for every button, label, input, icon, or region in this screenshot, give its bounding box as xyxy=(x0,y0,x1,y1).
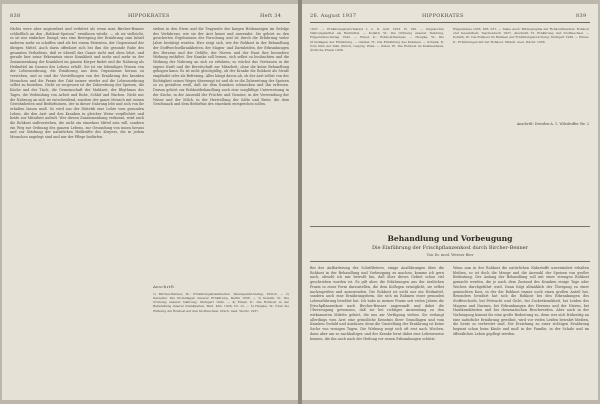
right-date-label: 26. August 1937 xyxy=(310,13,357,19)
author-address-text: Anschrift: Dresden-A. 1, Wilsdruffer Str. 2 xyxy=(516,122,589,126)
article-column-2 xyxy=(453,266,589,394)
notes-heading: Anschrift xyxy=(153,284,175,289)
notes-text: 1) Bircher-Benner, M.: Ernährungskrankheiten. Wendepunkt-Verlag, Zürich. — 2) Derselbe: Die Grundlagen unserer Ernährung. Berlin 1936. — 3) Kollath, W.: Die Ordnung unserer Nahrung. Stuttgart 1942. — 4) Eimer, K.: Die Rohkost in der Behandlung innerer Krankheiten. Med. Klin. 1936, Nr. 12. — 5) Heupke, W.: Über die Wirkung der Rohkost auf den Stoffwechsel. Dtsch. med. Wschr. 1937. xyxy=(153,291,289,313)
right-top-left-refs xyxy=(310,27,444,147)
article-column-1 xyxy=(310,266,444,394)
left-col2-text: stehen in den Eiern und die Tragweite der kargen Heilanzeigen im Gefolge des Verfahrens, wie sie der Arzt kennt und anwendet. Sie gehört zu den gesicherten Ergebnissen der Forschung und ist durch die Erfahrung vieler Jahre bestätigt worden. Hier zeigt sich, wie die Rohkost in der Behandlung der Stoffwechselkrankheiten, der Magen- und Darmleiden, der Erkrankungen des Herzens und der Gefäße, der Nieren und der Haut ihre besondere Wirkung entfaltet. Der Kranke soll lernen, sich selbst zu beobachten und die Wirkung der Nahrung an sich zu erfahren; so wächst das Vertrauen in die eigene Kraft und die Bereitschaft zur Mitarbeit, ohne die keine Behandlung gelingen kann. Es ist nicht gleichgültig, ob der Kranke die Rohkost als Strafe empfindet oder als Befreiung. Alles hängt davon ab, ob der Arzt selbst von der Richtigkeit seines Weges überzeugt ist und ob er die Zubereitung der Speisen so zu gestalten weiß, daß sie dem Kranken schmecken und ihn erfreuen. Darum gehört zur Rohkostbehandlung auch eine sorgfältige Unterweisung in der Küche, in der Auswahl der Früchte und Gemüse, in der Verwendung der Nüsse und der Milch, in der Herstellung der Säfte und Breie, die dem Geschmack und dem Bedürfnis des einzelnen entsprechen sollen. xyxy=(153,27,289,107)
article-title: Behandlung und Vorbeugung xyxy=(387,234,513,243)
article-subtitle: Die Einführung der Frischpflanzenkost durch Bircher-Benner xyxy=(371,245,529,251)
left-col1-text: Nichts were aber angeordnet und verhütet als wenn man Bircher-Benner schließlich an den „Rohkost-Speisen“ erwähnen würde, — ob sie vielleicht, es ist nur einfacher Dampf, was eine Bewegung der Ernährung zum Inhalt anderen mehr zu schaffen sind als bei einem Patienten, der Gegenstand der übrigen Mittel. Auch darin offenbart sich bei ihm die gesunde Ruhe des gesamten Verhaltens, daß er überall das Ganze sieht und oben lehrt, und gerade hier seine Erkenntnis einer Krankheit und mehr und mehr zu der Zusammenhang der Krankheit im ganzen Körper findet und die Nahrung als Heilmittel im Ganzen des Lebens erfaßt. Sie ist ein lebendiges Wissen von der Lebensordnung, die Ernährung aus dem Organismus heraus zu verstehen, und so sind die Vorstellungen von der Ernährung des kranken Menschen und die Praxis der Diät immer wieder auf die Lebensordnung selbst zu beziehen. Nicht zu vergessen ist die Zubereitung der Speisen, die Küche und der Tisch, die Gemeinschaft der Mahlzeit, der Rhythmus des Tages, die Verbindung von Arbeit und Ruhe, Schlaf und Wachen. Nicht nur die Nahrung an sich ist entscheidend, sondern der ganze Mensch mit seinen Gewohnheiten und Bedürfnissen, der in dieser Nahrung lebt und sich von ihr erhalten lassen muß. So wird aus der Diätetik eine Lehre vom gesunden Leben, die den Arzt und den Kranken in gleicher Weise verpflichtet und beide zur Mitarbeit aufruft. Wer diesen Zusammenhang verkennt, wird auch die Rohkost mißverstehen, die nicht ein einzelnes Mittel sein will, sondern ein Weg zur Ordnung des ganzen Lebens, zur Gesundung von innen heraus und zur Stärkung der natürlichen Heilkräfte des Körpers, die in jedem Menschen angelegt sind und nur der Pflege bedürfen. xyxy=(10,27,144,140)
left-page xyxy=(2,4,298,400)
article-byline: Von Dr. med. Werner Bier xyxy=(426,253,474,257)
article-col2-text: Wenn nun in der Rohkost die natürlichen Nährstoffe unverändert erhalten bleiben, so ist doch die Menge und die Auswahl der Speisen von großer Bedeutung. Der Anfang der Behandlung soll mit einer strengen Rohkost gemacht werden, die je nach dem Zustand des Kranken einige Tage oder Wochen durchgeführt wird. Dann folgt allmählich der Übergang zu einer gemischten Kost, in der die Rohkost immer noch einen großen Anteil hat. Besonders bewährt hat sich die Rohkost bei den Erkrankungen des Stoffwechsels, bei Fettsucht und Gicht, bei Zuckerkrankheit, bei Leiden des Magens und Darmes, bei Erkrankungen des Herzens und der Nieren, bei Hautkrankheiten und bei rheumatischen Beschwerden. Aber auch in der Vorbeugung kommt ihr eine große Bedeutung zu, denn wer sich frühzeitig an eine natürliche Ernährung gewöhnt, wird vor vielen Leiden bewahrt bleiben, die heute so verbreitet sind. Die Erziehung zu einer richtigen Ernährung beginnt schon beim Kinde und muß in der Familie, in der Schule und im öffentlichen Leben gepflegt werden. xyxy=(453,266,589,336)
right-top-right-text: Hippokrates 1935, 636, 637. — Siehe auch: Bibliographie der Rohkostliteratur. Rohkost und Gesundheit, Taschenbuch 1937, Abschnitt VI. Ernährung und Stoffwechsel. — Kollath, W.: Die Rohkost im Rahmen der Ernährungsforschung. Stuttgart 1936. — Eimer, K.: Erfahrungen mit der Rohkost. Münch. med. Wschr. 1936. xyxy=(453,27,589,44)
title-bottom-rule xyxy=(310,261,590,262)
title-top-rule xyxy=(310,226,590,227)
left-journal-title: HIPPOKRATES xyxy=(128,13,170,19)
left-issue-label: Heft 34 xyxy=(260,13,282,19)
left-page-number: 838 xyxy=(10,13,21,19)
left-column-1 xyxy=(10,27,144,393)
left-notes-block xyxy=(153,282,289,394)
left-column-2 xyxy=(153,27,289,279)
article-col1-text: Bei der Aufforderung des Schriftleiters, einige Ausführungen über die Rohkost in der Behandlung und Vorbeugung zu machen, komme ich gern nach, obwohl ich mir bewußt bin, daß über dieses Gebiet schon viel geschrieben worden ist. Es gilt aber, die Erfahrungen aus der ärztlichen Praxis in einer Form darzustellen, die dem Kollegen ermöglicht, sie selbst nachzuprüfen und anzuwenden. Die Rohkost ist nicht nur ein Heilmittel, sondern auch eine Ernährungsform, die sich im Rahmen einer gesunden Lebensführung bewährt hat. Ich habe in meiner Praxis seit vielen Jahren die Frischpflanzenkost nach Bircher-Benner angewandt und dabei die Überzeugung gewonnen, daß sie bei richtiger Anwendung zu den wirksamsten Mitteln gehört, die uns zur Verfügung stehen. Sie verlangt allerdings vom Arzt eine gründliche Kenntnis ihrer Grundlagen und vom Kranken Geduld und Ausdauer, denn die Umstellung der Ernährung ist keine Sache von wenigen Tagen. Die Wirkung zeigt sich oft erst nach Wochen, dann aber um so nachhaltiger, und der Kranke lernt dabei eine Lebensweise kennen, die ihn auch nach der Heilung vor neuen Erkrankungen schützt. xyxy=(310,266,444,341)
right-page-number: 839 xyxy=(576,13,587,19)
right-top-left-text: 1937. — Ernährungsreformation I. u. II. Aufl. 1932. H. 190. — Ungekochte Nahrungsmittel als Heilmittel. — Kollath, W.: Die Ordnung unserer Nahrung, Hippokrates-Verlag 1942. — Eimer, K.: Rohkosttherapie. — Heupke, W.: Die Grundlagen der Ernährung. — Glatzel, H.: Die Ernährung des Kranken. — Schenk, P.: Vom Sinn der Diät, Zürich, Leipzig, Wien. — Zabel, W.: Die Rohkost im Krankenhaus, Ärztliche Praxis 1936. xyxy=(310,27,444,53)
author-address xyxy=(453,122,589,130)
right-header-rule xyxy=(310,22,590,23)
left-header-rule xyxy=(10,22,290,23)
right-page xyxy=(302,4,598,400)
right-top-right-refs xyxy=(453,27,589,119)
right-journal-title: HIPPOKRATES xyxy=(422,13,464,19)
